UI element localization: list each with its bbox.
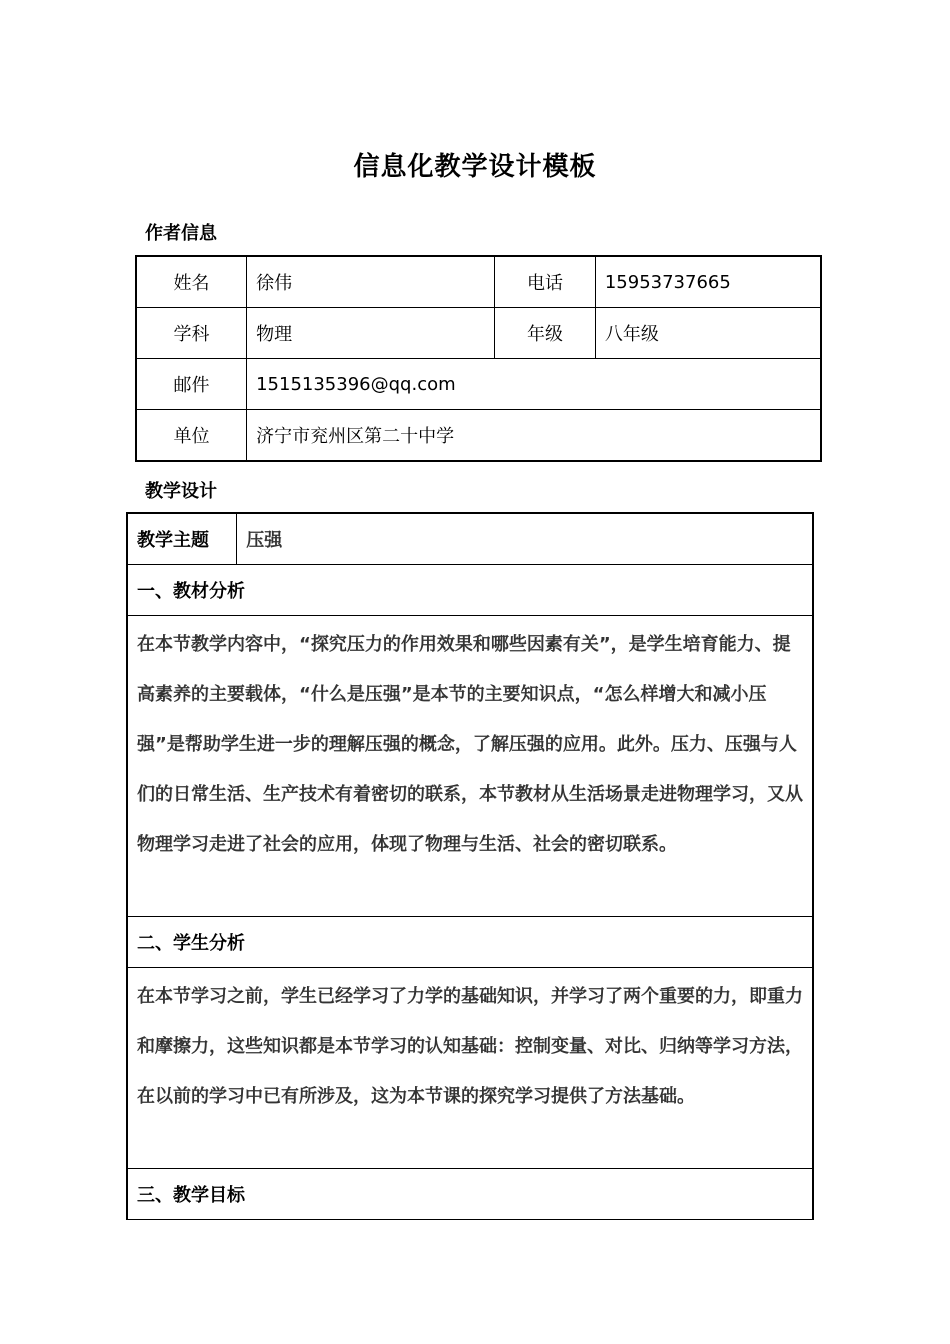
- phone-label: 电话: [495, 256, 596, 308]
- subject-value: 物理: [247, 308, 495, 359]
- design-section-heading: 教学设计: [145, 481, 217, 502]
- table-row: [127, 565, 813, 616]
- name-value: 徐伟: [247, 256, 495, 308]
- grade-label: 年级: [495, 308, 596, 359]
- theme-value: 压强: [237, 513, 813, 565]
- table-row: [127, 616, 813, 917]
- table-row: [127, 968, 813, 1169]
- table-row: [127, 1169, 813, 1220]
- table-row: [127, 917, 813, 968]
- student-analysis-heading: 二、学生分析: [127, 917, 813, 968]
- subject-label: 学科: [136, 308, 247, 359]
- teaching-design-table: [126, 512, 814, 1220]
- textbook-analysis-text: 在本节教学内容中，“探究压力的作用效果和哪些因素有关”，是学生培育能力、提高素养的主要载体，“什么是压强”是本节的主要知识点，“怎么样增大和减小压强”是帮助学生进一步的理解压强的概念，了解压强的应用。此外。压力、压强与人们的日常生活、生产技术有着密切的联系，本节教材从生活场景走进物理学习，又从物理学习走进了社会的应用，体现了物理与生活、社会的密切联系。: [127, 616, 813, 917]
- email-value: 1515135396@qq.com: [247, 359, 821, 410]
- page-title: 信息化教学设计模板: [353, 152, 597, 182]
- textbook-analysis-heading: 一、教材分析: [127, 565, 813, 616]
- table-row: [136, 410, 821, 462]
- grade-value: 八年级: [595, 308, 821, 359]
- theme-label: 教学主题: [127, 513, 237, 565]
- unit-label: 单位: [136, 410, 247, 462]
- name-label: 姓名: [136, 256, 247, 308]
- author-info-table: [135, 255, 822, 462]
- table-row: [136, 256, 821, 308]
- table-row: [127, 513, 813, 565]
- teaching-goals-heading: 三、教学目标: [127, 1169, 813, 1220]
- table-row: [136, 308, 821, 359]
- student-analysis-text: 在本节学习之前，学生已经学习了力学的基础知识，并学习了两个重要的力，即重力和摩擦力，这些知识都是本节学习的认知基础：控制变量、对比、归纳等学习方法，在以前的学习中已有所涉及，这为本节课的探究学习提供了方法基础。: [127, 968, 813, 1169]
- table-row: [136, 359, 821, 410]
- email-label: 邮件: [136, 359, 247, 410]
- unit-value: 济宁市兖州区第二十中学: [247, 410, 821, 462]
- phone-value: 15953737665: [595, 256, 821, 308]
- author-section-heading: 作者信息: [145, 223, 217, 244]
